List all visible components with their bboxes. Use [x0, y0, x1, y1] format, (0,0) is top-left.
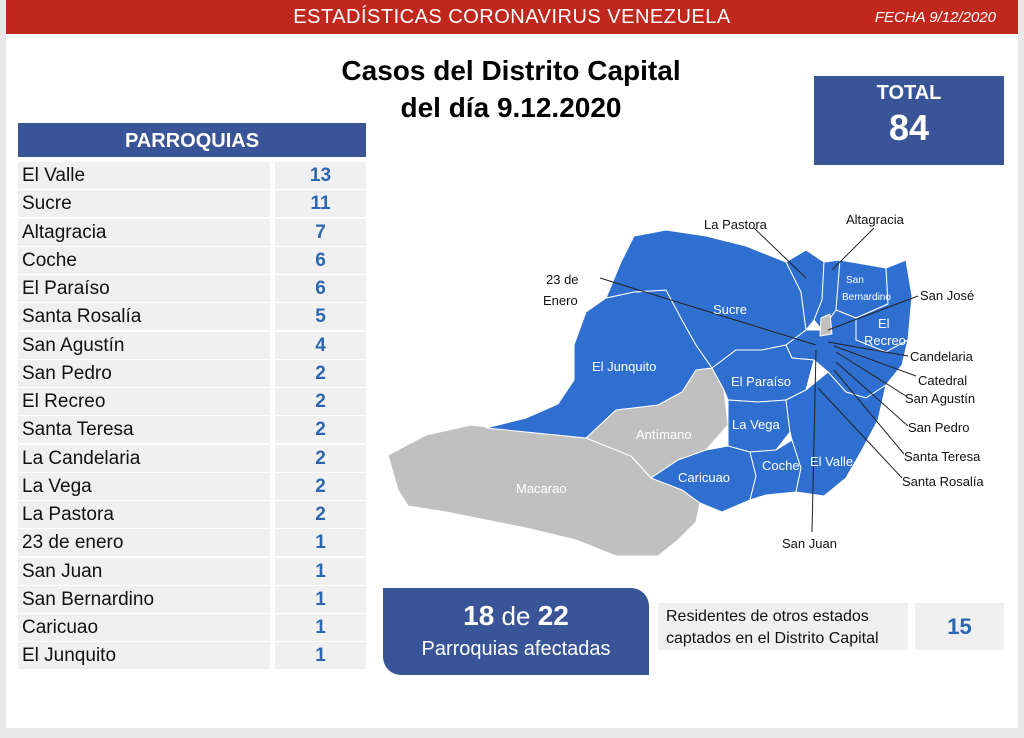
label-23-de-enero-1: 23 de: [546, 272, 579, 287]
parroquia-count: 6: [275, 247, 366, 274]
caracas-parishes-map: [6, 0, 1018, 728]
parroquia-count: 1: [275, 614, 366, 641]
label-san-bernardino-1: San: [846, 275, 864, 286]
parroquia-name: Santa Rosalía: [18, 303, 270, 330]
parroquia-name: La Vega: [18, 473, 270, 500]
parroquia-count: 2: [275, 360, 366, 387]
label-san-jose: San José: [920, 288, 975, 303]
parroquia-count: 2: [275, 388, 366, 415]
header-title: ESTADÍSTICAS CORONAVIRUS VENEZUELA: [293, 6, 731, 28]
total-label: TOTAL: [876, 82, 942, 104]
parroquia-name: Sucre: [18, 190, 270, 217]
parroquia-name: 23 de enero: [18, 529, 270, 556]
parroquia-name: Altagracia: [18, 219, 270, 246]
parroquia-name: La Candelaria: [18, 445, 270, 472]
label-la-vega: La Vega: [732, 417, 780, 432]
parroquia-name: San Pedro: [18, 360, 270, 387]
label-san-juan: San Juan: [782, 536, 837, 551]
label-catedral: Catedral: [918, 373, 968, 388]
label-el-recreo-2: Recreo: [864, 333, 906, 348]
label-san-pedro: San Pedro: [908, 420, 970, 435]
parroquia-name: San Agustín: [18, 332, 270, 359]
label-23-de-enero-2: Enero: [543, 293, 578, 308]
label-sucre: Sucre: [713, 302, 747, 317]
residents-value: 15: [915, 603, 1004, 650]
parroquia-name: El Paraíso: [18, 275, 270, 302]
page-title-line1: Casos del Distrito Capital: [341, 55, 681, 86]
residents-line1: Residentes de otros estados: [666, 608, 869, 625]
parroquia-name: El Recreo: [18, 388, 270, 415]
parroquia-name: Caricuao: [18, 614, 270, 641]
parroquia-name: San Juan: [18, 558, 270, 585]
parroquia-count: 5: [275, 303, 366, 330]
parroquia-count: 4: [275, 332, 366, 359]
parroquia-count: 2: [275, 416, 366, 443]
total-value: 84: [888, 107, 930, 148]
parroquia-count: 2: [275, 501, 366, 528]
parroquia-name: El Valle: [18, 162, 270, 189]
parroquia-count: 1: [275, 586, 366, 613]
label-santa-teresa: Santa Teresa: [904, 449, 981, 464]
label-el-recreo-1: El: [878, 316, 890, 331]
residents-line2: captados en el Distrito Capital: [666, 630, 879, 647]
label-caricuao: Caricuao: [678, 470, 731, 485]
label-el-valle: El Valle: [810, 454, 854, 469]
region-san-jose: [820, 314, 832, 336]
parroquia-count: 11: [275, 190, 366, 217]
parroquia-count: 1: [275, 642, 366, 669]
label-la-pastora: La Pastora: [704, 217, 767, 232]
label-el-paraiso: El Paraíso: [731, 374, 791, 389]
parroquia-count: 1: [275, 558, 366, 585]
label-san-bernardino-2: Bernardino: [842, 292, 891, 303]
parroquia-name: Santa Teresa: [18, 416, 270, 443]
parroquia-name: El Junquito: [18, 642, 270, 669]
label-san-agustin: San Agustín: [905, 391, 976, 406]
header-date: FECHA 9/12/2020: [874, 9, 996, 26]
parroquia-count: 7: [275, 219, 366, 246]
parroquia-name: La Pastora: [18, 501, 270, 528]
affected-total: 22: [537, 600, 569, 631]
parroquia-count: 1: [275, 529, 366, 556]
parroquia-count: 2: [275, 445, 366, 472]
label-antimano: Antímano: [636, 427, 692, 442]
parroquia-count: 13: [275, 162, 366, 189]
infographic-page: [6, 0, 1018, 728]
affected-label: Parroquias afectadas: [421, 638, 611, 660]
parroquia-count: 2: [275, 473, 366, 500]
affected-count: 18: [463, 600, 495, 631]
label-santa-rosalia: Santa Rosalía: [902, 474, 984, 489]
label-el-junquito: El Junquito: [592, 359, 657, 374]
page-title-line2: del día 9.12.2020: [400, 92, 622, 123]
parroquias-heading: PARROQUIAS: [18, 123, 366, 157]
label-macarao: Macarao: [516, 481, 567, 496]
parroquia-name: Coche: [18, 247, 270, 274]
parroquia-name: San Bernardino: [18, 586, 270, 613]
label-altagracia: Altagracia: [846, 212, 904, 227]
parroquia-count: 6: [275, 275, 366, 302]
affected-connector: de: [501, 601, 531, 631]
label-candelaria: Candelaria: [910, 349, 973, 364]
label-coche: Coche: [762, 458, 800, 473]
